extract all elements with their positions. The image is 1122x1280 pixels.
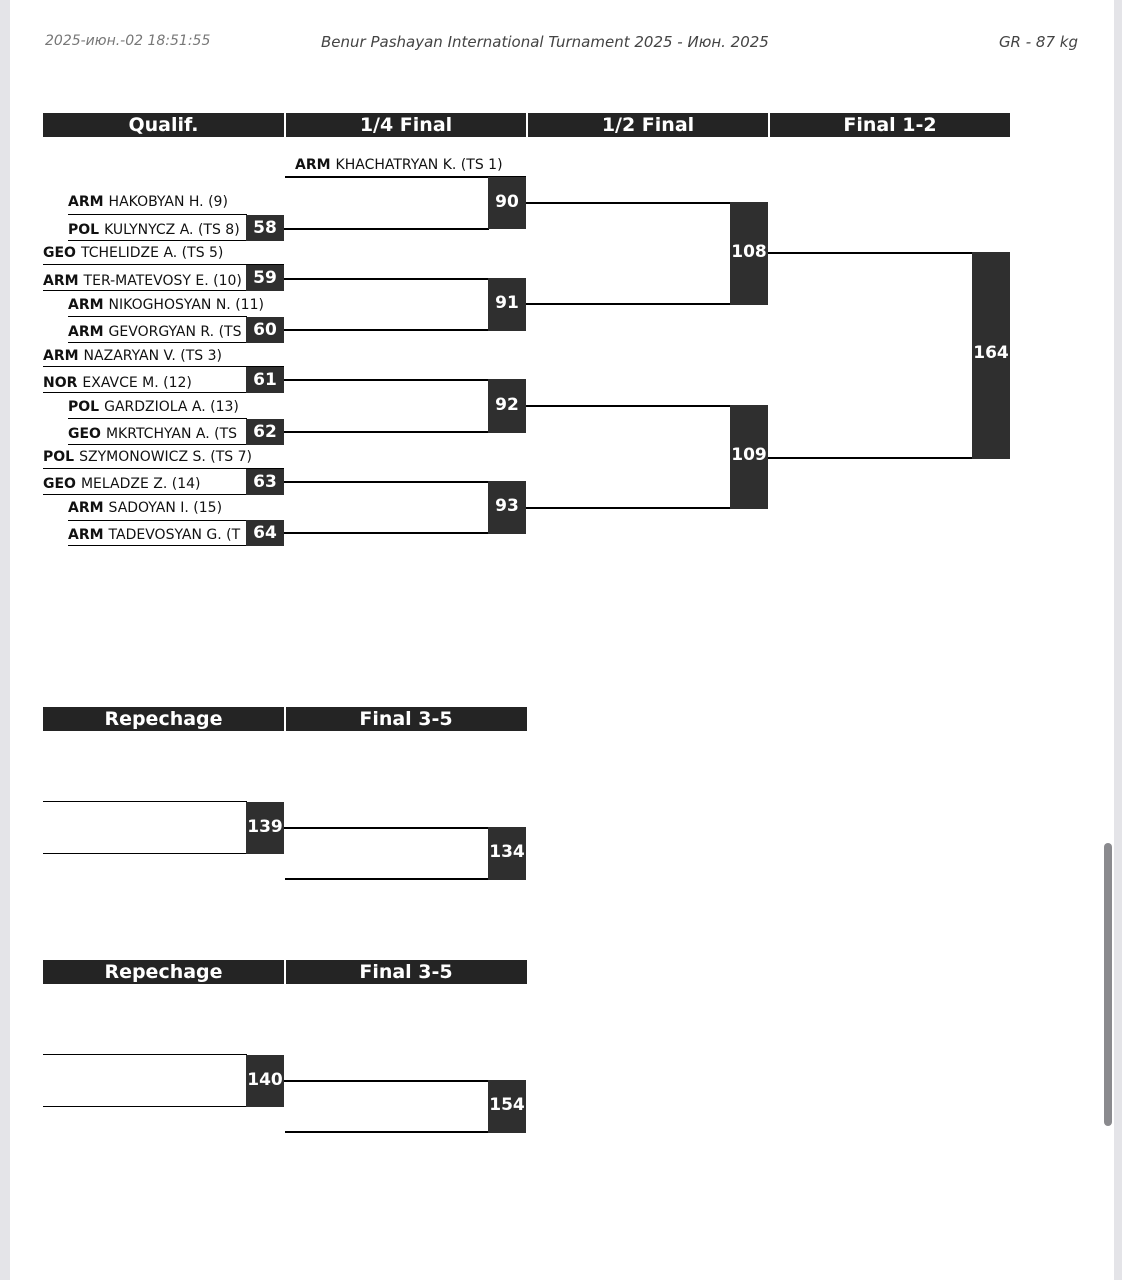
bracket-line xyxy=(284,1080,489,1082)
column-header-final-3-5: Final 3-5 xyxy=(359,708,453,730)
bracket-line xyxy=(284,379,489,381)
bracket-line xyxy=(43,1054,247,1055)
bracket-line xyxy=(284,481,489,483)
bracket-line xyxy=(284,827,489,829)
bracket-line xyxy=(526,303,730,305)
athlete-entry: ARM TADEVOSYAN G. (T xyxy=(68,527,241,543)
bracket-line xyxy=(68,342,247,343)
athlete-entry: ARM GEVORGYAN R. (TS xyxy=(68,324,242,340)
bracket-line xyxy=(43,853,247,854)
athlete-entry: ARM NIKOGHOSYAN N. (11) xyxy=(68,297,264,313)
vertical-scrollbar[interactable] xyxy=(1104,843,1112,1126)
bracket-line xyxy=(284,278,489,280)
weight-category: GR - 87 kg xyxy=(998,33,1078,51)
bout-number: 154 xyxy=(488,1080,526,1133)
bout-number: 108 xyxy=(730,202,768,305)
bracket-line xyxy=(284,532,489,534)
athlete-entry: POL SZYMONOWICZ S. (TS 7) xyxy=(43,449,253,465)
bout-number: 61 xyxy=(246,367,284,393)
bout-number: 59 xyxy=(246,265,284,291)
column-header-repechage: Repechage xyxy=(104,961,223,983)
bracket-line xyxy=(284,431,489,433)
bout-number: 90 xyxy=(488,177,526,229)
bracket-line xyxy=(68,545,247,546)
bracket-line xyxy=(284,329,489,331)
athlete-entry: POL KULYNYCZ A. (TS 8) xyxy=(68,222,240,238)
bout-number: 139 xyxy=(246,802,284,854)
bout-number: 134 xyxy=(488,827,526,880)
bracket-line xyxy=(43,1106,247,1107)
athlete-entry: ARM TER-MATEVOSY E. (10) xyxy=(43,273,242,289)
bout-number: 109 xyxy=(730,405,768,509)
bout-number: 91 xyxy=(488,278,526,331)
bout-number: 93 xyxy=(488,481,526,534)
bracket-line xyxy=(768,457,972,459)
column-header-semi-final: 1/2 Final xyxy=(601,114,695,136)
column-header-final-3-5: Final 3-5 xyxy=(359,961,453,983)
bout-number: 140 xyxy=(246,1055,284,1107)
athlete-entry: ARM NAZARYAN V. (TS 3) xyxy=(43,348,222,364)
athlete-entry: NOR EXAVCE M. (12) xyxy=(43,375,192,391)
bracket-line xyxy=(284,228,489,230)
athlete-entry: ARM HAKOBYAN H. (9) xyxy=(68,194,228,210)
bracket-line xyxy=(526,202,730,204)
bracket-line xyxy=(43,392,247,393)
tournament-title: Benur Pashayan International Turnament 2025 - Июн. 2025 xyxy=(321,33,769,51)
athlete-entry: GEO TCHELIDZE A. (TS 5) xyxy=(43,245,224,261)
bout-number: 63 xyxy=(246,469,284,495)
bracket-line xyxy=(285,1131,489,1133)
bracket-line xyxy=(68,418,247,419)
bout-number: 60 xyxy=(246,317,284,343)
bout-number: 64 xyxy=(246,520,284,546)
bout-number: 164 xyxy=(972,252,1010,459)
bracket-line xyxy=(68,520,247,521)
athlete-entry: POL GARDZIOLA A. (13) xyxy=(68,399,239,415)
bout-number: 92 xyxy=(488,379,526,433)
column-header-qualif: Qualif. xyxy=(128,114,199,136)
athlete-entry: ARM KHACHATRYAN K. (TS 1) xyxy=(295,157,503,173)
bout-number: 58 xyxy=(246,215,284,241)
bout-number: 62 xyxy=(246,419,284,445)
print-timestamp: 2025-июн.-02 18:51:55 xyxy=(45,33,211,49)
bracket-line xyxy=(68,214,247,215)
bracket-line xyxy=(526,507,730,509)
bracket-line xyxy=(43,494,247,495)
bracket-line xyxy=(43,801,247,802)
column-header-final: Final 1-2 xyxy=(843,114,937,136)
bracket-line xyxy=(68,240,247,241)
athlete-entry: ARM SADOYAN I. (15) xyxy=(68,500,223,516)
bracket-page xyxy=(10,0,1114,1280)
athlete-entry: GEO MKRTCHYAN A. (TS xyxy=(68,426,238,442)
bracket-line xyxy=(768,252,972,254)
column-header-quarter-final: 1/4 Final xyxy=(359,114,453,136)
bracket-line xyxy=(526,405,730,407)
column-header-repechage: Repechage xyxy=(104,708,223,730)
bracket-line xyxy=(68,444,247,445)
athlete-entry: GEO MELADZE Z. (14) xyxy=(43,476,201,492)
bracket-line xyxy=(68,316,247,317)
bracket-line xyxy=(285,878,489,880)
bracket-line xyxy=(43,290,247,291)
